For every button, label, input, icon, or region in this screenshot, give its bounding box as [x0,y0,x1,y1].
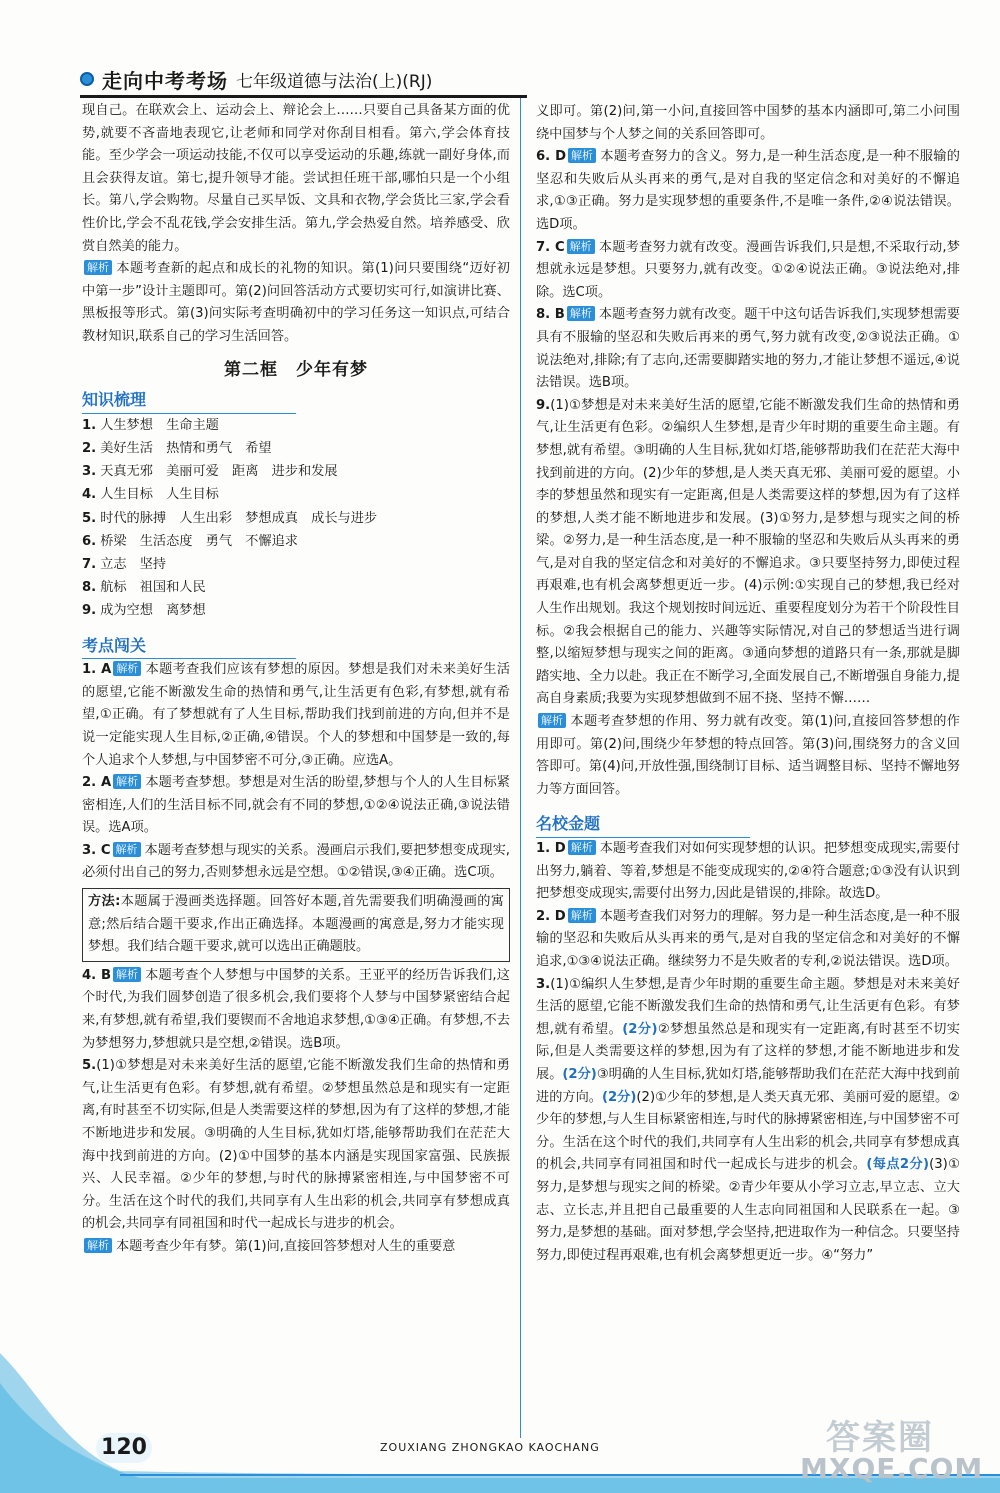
paragraph: 本题考查新的起点和成长的礼物的知识。第(1)问只要围绕“迈好初中第一步”设计主题即可。第(2)问回答活动方式要切实可行,如演讲比赛、黑板报等形式。第(3)问实际考查明确初中的学习任务这一知识点,可结合教材知识,联系自己的学习生活回答。 [82,261,510,344]
analysis-tag: 解析 [113,842,141,857]
answer-item: 7. C 解析 本题考查努力就有改变。漫画告诉我们,只是想,不采取行动,梦想就永远是梦想。只要努力,就有改变。①②④说法正确。③说法绝对,排除。选C项。 [536,239,960,300]
answer-item: 3. C 解析 本题考查梦想与现实的关系。漫画启示我们,要把梦想变成现实,必须付出自己的努力,否则梦想永远是空想。①②错误,③④正确。选C项。 [82,842,510,881]
analysis-tag: 解析 [568,908,596,923]
header-rule [80,95,527,98]
section-heading: 名校金题 [536,813,600,836]
analysis-tag: 解析 [113,967,141,982]
analysis-tag: 解析 [84,1238,112,1253]
section-heading: 知识梳理 [82,389,146,412]
answer-item: 2. A 解析 本题考查梦想。梦想是对生活的盼望,梦想与个人的人生目标紧密相连,人们的生活目标不同,就会有不同的梦想,①②④说法正确,③说法错误。选A项。 [82,775,510,836]
analysis-tag: 解析 [568,840,596,855]
watermark-url: MXQE.COM [800,1452,984,1485]
answer-item: 1. A 解析 本题考查我们应该有梦想的原因。梦想是我们对未来美好生活的愿望,它能不断激发生命的热情和勇气,让生活更有色彩,有梦想,就有希望,①正确。有了梦想就有了人生目标,帮助我们找到前进的方向,但并不是说一定能实现人生目标,②正确,④错误。个人的梦想和中国梦是一致的,每个人追求个人梦想,与中国梦密不可分,③正确。应选A。 [82,662,511,768]
analysis-tag: 解析 [113,661,141,676]
list-item: 5. 时代的脉搏 人生出彩 梦想成真 成长与进步 [82,510,378,526]
analysis-tag: 解析 [84,260,112,275]
list-item: 3. 天真无邪 美丽可爱 距离 进步和发展 [82,464,338,480]
score-label: (每点2分) [866,1157,930,1173]
answer-item: 1. D 解析 本题考查我们对如何实现梦想的认识。把梦想变成现实,需要付出努力,躺着、等着,梦想是不能变成现实的,②④符合题意;①③没有认识到把梦想变成现实,需要付出努力,因此是错误的,排除。故选D。 [536,841,960,902]
book-subtitle: 七年级道德与法治(上)(RJ) [236,71,433,92]
paragraph: 义即可。第(2)问,第一小问,直接回答中国梦的基本内涵即可,第二小问围绕中国梦与个人梦之间的关系回答即可。 [536,104,960,142]
list-item: 4. 人生目标 人生目标 [82,487,219,503]
page-number: 120 [96,1433,152,1463]
analysis-tag: 解析 [567,239,595,254]
list-item: 2. 美好生活 热情和勇气 希望 [82,440,272,456]
answer-item: 8. B 解析 本题考查努力就有改变。题干中这句话告诉我们,实现梦想需要具有不服输的坚忍和失败后再来的勇气,努力就有改变,②③说法正确。①说法绝对,排除;有了志向,还需要脚踏实地的努力,才能让梦想不遥远,④说法错误。选B项。 [536,307,960,391]
score-label: (2分) [601,1089,637,1105]
analysis-tag: 解析 [567,306,595,321]
analysis-tag: 解析 [568,148,596,163]
answer-item: 2. D 解析 本题考查我们对努力的理解。努力是一种生活态度,是一种不服输的坚忍和失败后从头再来的勇气,是对自我的坚定信念和对美好的不懈追求,①③④说法正确。继续努力不是失败者的专利,②说法错误。选D项。 [536,908,960,969]
answer-item: 解析 本题考查少年有梦。第(1)问,直接回答梦想对人生的重要意 [82,1236,510,1259]
lesson-title: 第二框 少年有梦 [224,359,368,380]
running-header [80,66,520,92]
answer-item: 4. B 解析 本题考查个人梦想与中国梦的关系。王亚平的经历告诉我们,这个时代,为我们圆梦创造了很多机会,我们要将个人梦与中国梦紧密结合起来,有梦想,就有希望,我们要锲而不舍地追求梦想,①③④正确。有梦想,不去为梦想努力,梦想就只是空想,②错误。选B项。 [82,967,510,1051]
list-item: 6. 桥梁 生活态度 勇气 不懈追求 [82,533,298,549]
watermark-text: 答案圈 [826,1418,934,1458]
right-column [536,101,960,1267]
answer-item: 3.(1)①编织人生梦想,是青少年时期的重要生命主题。梦想是对未来美好生活的愿望,它能不断激发我们生命的热情和勇气,让生活更有色彩。有梦想,就有希望。(2分)②梦想虽然总是和现实有一定距离,有时甚至不切实际,但是人类需要这样的梦想,因为有了这样的梦想,才能不断地进步和发展。(2分)③明确的人生目标,犹如灯塔,能够帮助我们在茫茫大海中找到前进的方向。(2分)(2)①少年的梦想,是人类天真无邪、美丽可爱的愿望。②少年的梦想,与人生目标紧密相连,与时代的脉搏紧密相连,与中国梦密不可分。生活在这个时代的我们,共同享有人生出彩的机会,共同享有梦想成真的机会,共同享有同祖国和时代一起成长与进步的机会。(每点2分)(3)①努力,是梦想与现实之间的桥梁。②青少年要从小学习立志,早立志、立大志、立长志,并且把自己最重要的人生志向同祖国和人民联系在一起。③努力,是梦想的基础。面对梦想,学会坚持,把进取作为一种信念。只要坚持努力,即使过程再艰难,也有机会离梦想更近一步。④“努力” [536,976,961,1263]
bullet-dot-icon [80,72,94,86]
list-item: 1. 人生梦想 生命主题 [82,417,219,433]
left-column [82,100,510,1259]
knowledge-list [82,414,510,623]
list-item: 9. 成为空想 离梦想 [82,603,206,619]
list-item: 7. 立志 坚持 [82,556,167,572]
answer-item: 5.(1)①梦想是对未来美好生活的愿望,它能不断激发我们生命的热情和勇气,让生活更有色彩。有梦想,就有希望。②梦想虽然总是和现实有一定距离,有时甚至不切实际,但是人类需要这样的梦想,因为有了这样的梦想,才能不断地进步和发展。③明确的人生目标,犹如灯塔,能够帮助我们在茫茫大海中找到前进的方向。(2)①中国梦的基本内涵是实现国家富强、民族振兴、人民幸福。②少年的梦想,与时代的脉搏紧密相连,与中国梦密不可分。生活在这个时代的我们,共同享有人生出彩的机会,共同享有梦想成真的机会,共同享有同祖国和时代一起成长与进步的机会。 [82,1058,510,1232]
column-divider [520,98,521,1438]
footer-running-text: ZOUXIANG ZHONGKAO KAOCHANG [380,1441,600,1454]
answer-item: 6. D 解析 本题考查努力的含义。努力,是一种生活态度,是一种不服输的坚忍和失败后从头再来的勇气,是对自我的坚定信念和对美好的不懈追求,①③正确。努力是实现梦想的重要条件,不是唯一条件,②④说法错误。选D项。 [536,149,960,232]
score-label: (2分) [562,1066,597,1082]
score-label: (2分) [622,1021,658,1037]
answer-item: 9.(1)①梦想是对未来美好生活的愿望,它能不断激发我们生命的热情和勇气,让生活更有色彩。②编织人生梦想,是青少年时期的重要生命主题。有梦想,就有希望。③明确的人生目标,犹如灯塔,能够帮助我们在茫茫大海中找到前进的方向。(2)少年的梦想,是人类天真无邪、美丽可爱的愿望。小李的梦想虽然和现实有一定距离,但是人类需要这样的梦想,因为有了这样的梦想,人类才能不断地进步和发展。(3)①努力,是梦想与现实之间的桥梁。②努力,是一种生活态度,是一种不服输的坚忍和失败后从头再来的勇气,是对自我的坚定信念和对美好的不懈追求。③只要坚持努力,即使过程再艰难,也有机会离梦想更近一步。(4)示例:①实现自己的梦想,我已经对人生作出规划。我这个规划按时间远近、重要程度划分为若干个阶段性目标。②我会根据自己的能力、兴趣等实际情况,对自己的梦想适当进行调整,以缩短梦想与现实之间的距离。③通向梦想的道路只有一条,那就是脚踏实地、全力以赴。我正在不断学习,全面发展自己,不断增强自身能力,提高自身素质;我要为实现梦想做到不屈不挠、坚持不懈…… [536,397,960,707]
method-box: 方法:本题属于漫画类选择题。回答好本题,首先需要我们明确漫画的寓意;然后结合题干要求,作出正确选择。本题漫画的寓意是,努力才能实现梦想。我们结合题干要求,就可以选出正确题肢。 [82,888,510,962]
analysis-tag: 解析 [538,713,566,728]
answer-item: 解析 本题考查梦想的作用、努力就有改变。第(1)问,直接回答梦想的作用即可。第(2)问,围绕少年梦想的特点回答。第(3)问,围绕努力的含义回答即可。第(4)问,开放性强,围绕制订目标、适当调整目标、坚持不懈地努力等方面回答。 [536,714,960,797]
book-brand: 走向中考考场 [102,68,228,93]
paragraph: 现自己。在联欢会上、运动会上、辩论会上……只要自己具备某方面的优势,就要不吝啬地表现它,让老师和同学对你刮目相看。第六,学会体育技能。至少学会一项运动技能,不仅可以享受运动的乐趣,练就一副好身体,而且会获得友谊。第七,提升领导才能。尝试担任班干部,哪怕只是一个小组长。第八,学会购物。尽量自己买早饭、文具和衣物,学会货比三家,学会看性价比,学会不乱花钱,学会安排生活。第九,学会热爱自然。培养感受、欣赏自然美的能力。 [82,103,510,254]
analysis-tag: 解析 [113,774,141,789]
list-item: 8. 航标 祖国和人民 [82,580,206,596]
section-heading: 考点闯关 [82,635,146,658]
